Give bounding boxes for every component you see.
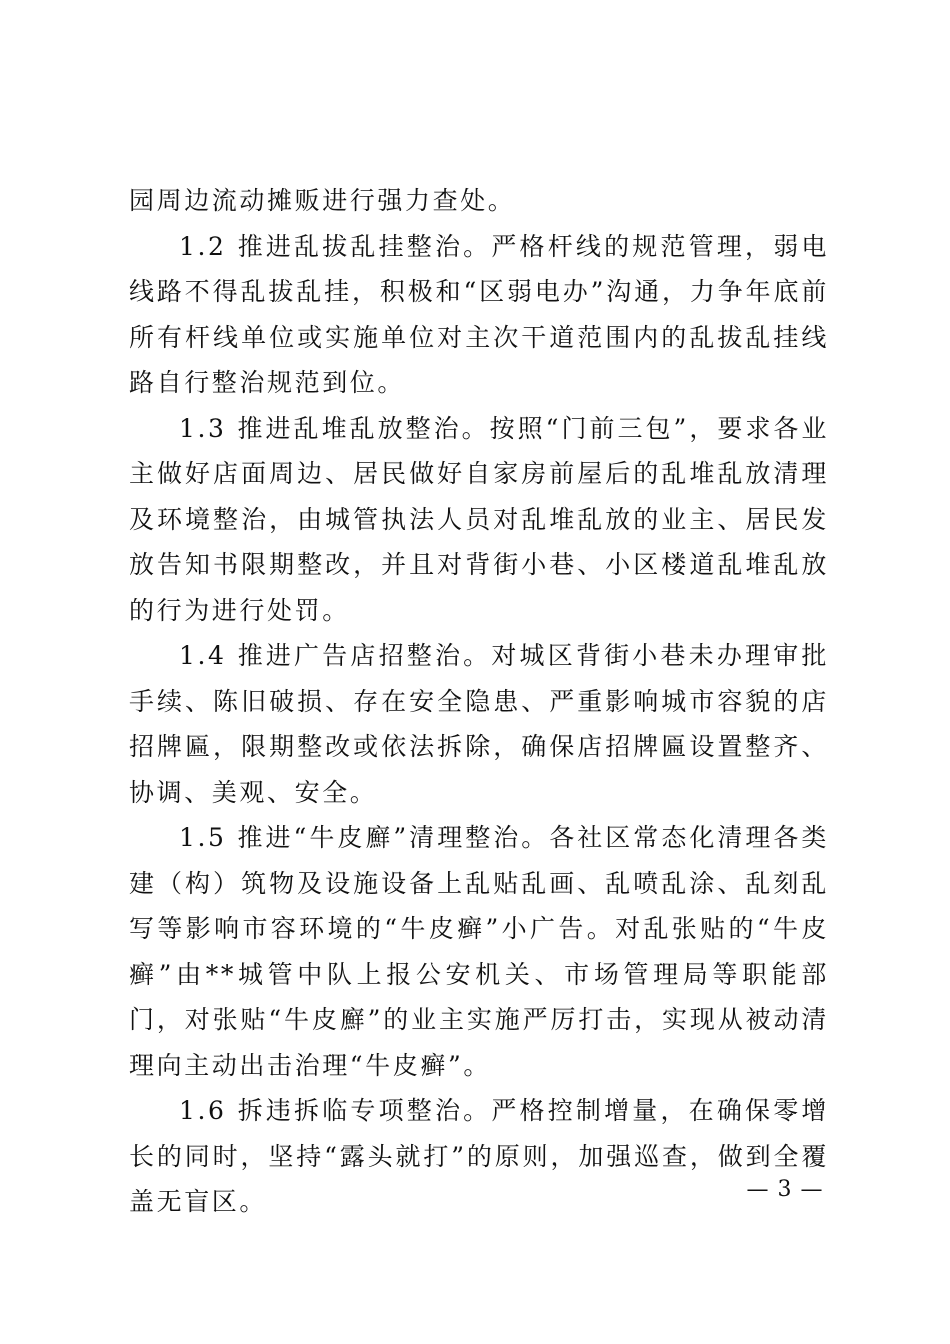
paragraph-1-6: 1.6 拆违拆临专项整治。严格控制增量，在确保零增长的同时，坚持“露头就打”的原则，加强巡查，做到全覆盖无盲区。 xyxy=(129,1096,829,1216)
body-text xyxy=(129,178,829,1225)
paragraph-1-2: 1.2 推进乱拔乱挂整治。严格杆线的规范管理，弱电线路不得乱拔乱挂，积极和“区弱电办”沟通，力争年底前所有杆线单位或实施单位对主次干道范围内的乱拔乱挂线路自行整治规范到位。 xyxy=(129,231,829,397)
page-number: — 3 — xyxy=(746,1177,824,1202)
paragraph-1-3: 1.3 推进乱堆乱放整治。按照“门前三包”，要求各业主做好店面周边、居民做好自家房前屋后的乱堆乱放清理及环境整治，由城管执法人员对乱堆乱放的业主、居民发放告知书限期整改，并且对背街小巷、小区楼道乱堆乱放的行为进行处罚。 xyxy=(129,413,829,625)
paragraph-1-5: 1.5 推进“牛皮廯”清理整治。各社区常态化清理各类建（构）筑物及设施设备上乱贴乱画、乱喷乱涂、乱刻乱写等影响市容环境的“牛皮癣”小广告。对乱张贴的“牛皮癣”由**城管中队上报公安机关、市场管理局等职能部门，对张贴“牛皮廯”的业主实施严厉打击，实现从被动清理向主动出击治理“牛皮癣”。 xyxy=(129,823,829,1080)
paragraph-continuation: 园周边流动摊贩进行强力查处。 xyxy=(129,186,516,215)
paragraph-1-4: 1.4 推进广告店招整治。对城区背街小巷未办理审批手续、陈旧破损、存在安全隐患、严重影响城市容貌的店招牌匾，限期整改或依法拆除，确保店招牌匾设置整齐、协调、美观、安全。 xyxy=(129,641,829,807)
